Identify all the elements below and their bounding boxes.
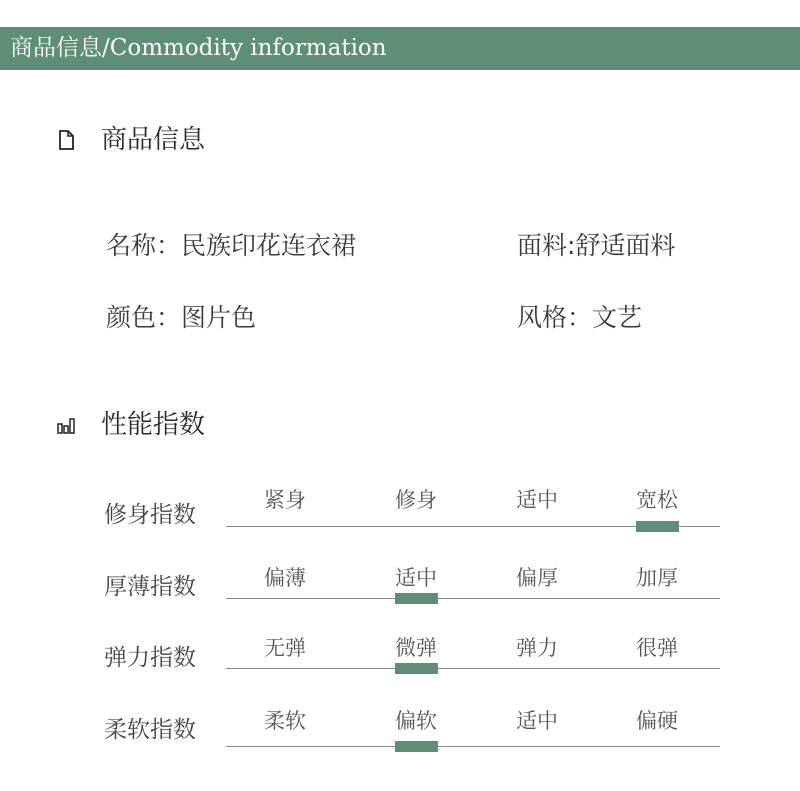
metric-option: 微弹 — [395, 636, 437, 660]
metric-scale-line — [226, 746, 720, 747]
metric-option: 柔软 — [264, 709, 306, 733]
metric-option: 无弹 — [264, 636, 306, 660]
metric-label: 弹力指数 — [104, 645, 196, 671]
metric-option: 弹力 — [516, 636, 558, 660]
metric-option: 宽松 — [636, 488, 678, 512]
metric-selected-marker — [395, 663, 438, 674]
metric-label: 修身指数 — [104, 502, 196, 528]
product-style-field: 风格：文艺 — [517, 303, 643, 332]
performance-title: 性能指数 — [101, 410, 206, 440]
metric-option: 修身 — [395, 488, 437, 512]
metric-option: 偏厚 — [516, 566, 558, 590]
metric-option: 适中 — [516, 709, 558, 733]
metric-option: 适中 — [395, 566, 437, 590]
metric-label: 柔软指数 — [104, 717, 196, 743]
metric-selected-marker — [395, 741, 438, 752]
product-fabric-field: 面料:舒适面料 — [517, 231, 676, 260]
metric-option: 很弹 — [636, 636, 678, 660]
document-icon — [55, 129, 77, 151]
product-info-title: 商品信息 — [101, 125, 206, 155]
metric-option: 紧身 — [264, 488, 306, 512]
product-name-field: 名称：民族印花连衣裙 — [106, 231, 357, 260]
metric-option: 偏硬 — [636, 709, 678, 733]
metric-option: 加厚 — [636, 566, 678, 590]
bar-chart-icon — [55, 414, 77, 436]
metric-option: 适中 — [516, 488, 558, 512]
metric-scale-line — [226, 668, 720, 669]
metric-option: 偏软 — [395, 709, 437, 733]
metric-scale-line — [226, 598, 720, 599]
header-bar — [0, 27, 800, 70]
metric-option: 偏薄 — [264, 566, 306, 590]
product-color-field: 颜色：图片色 — [106, 303, 257, 332]
metric-selected-marker — [395, 593, 438, 604]
metric-label: 厚薄指数 — [104, 574, 196, 600]
header-title: 商品信息/Commodity information — [10, 35, 387, 61]
metric-selected-marker — [636, 521, 679, 532]
